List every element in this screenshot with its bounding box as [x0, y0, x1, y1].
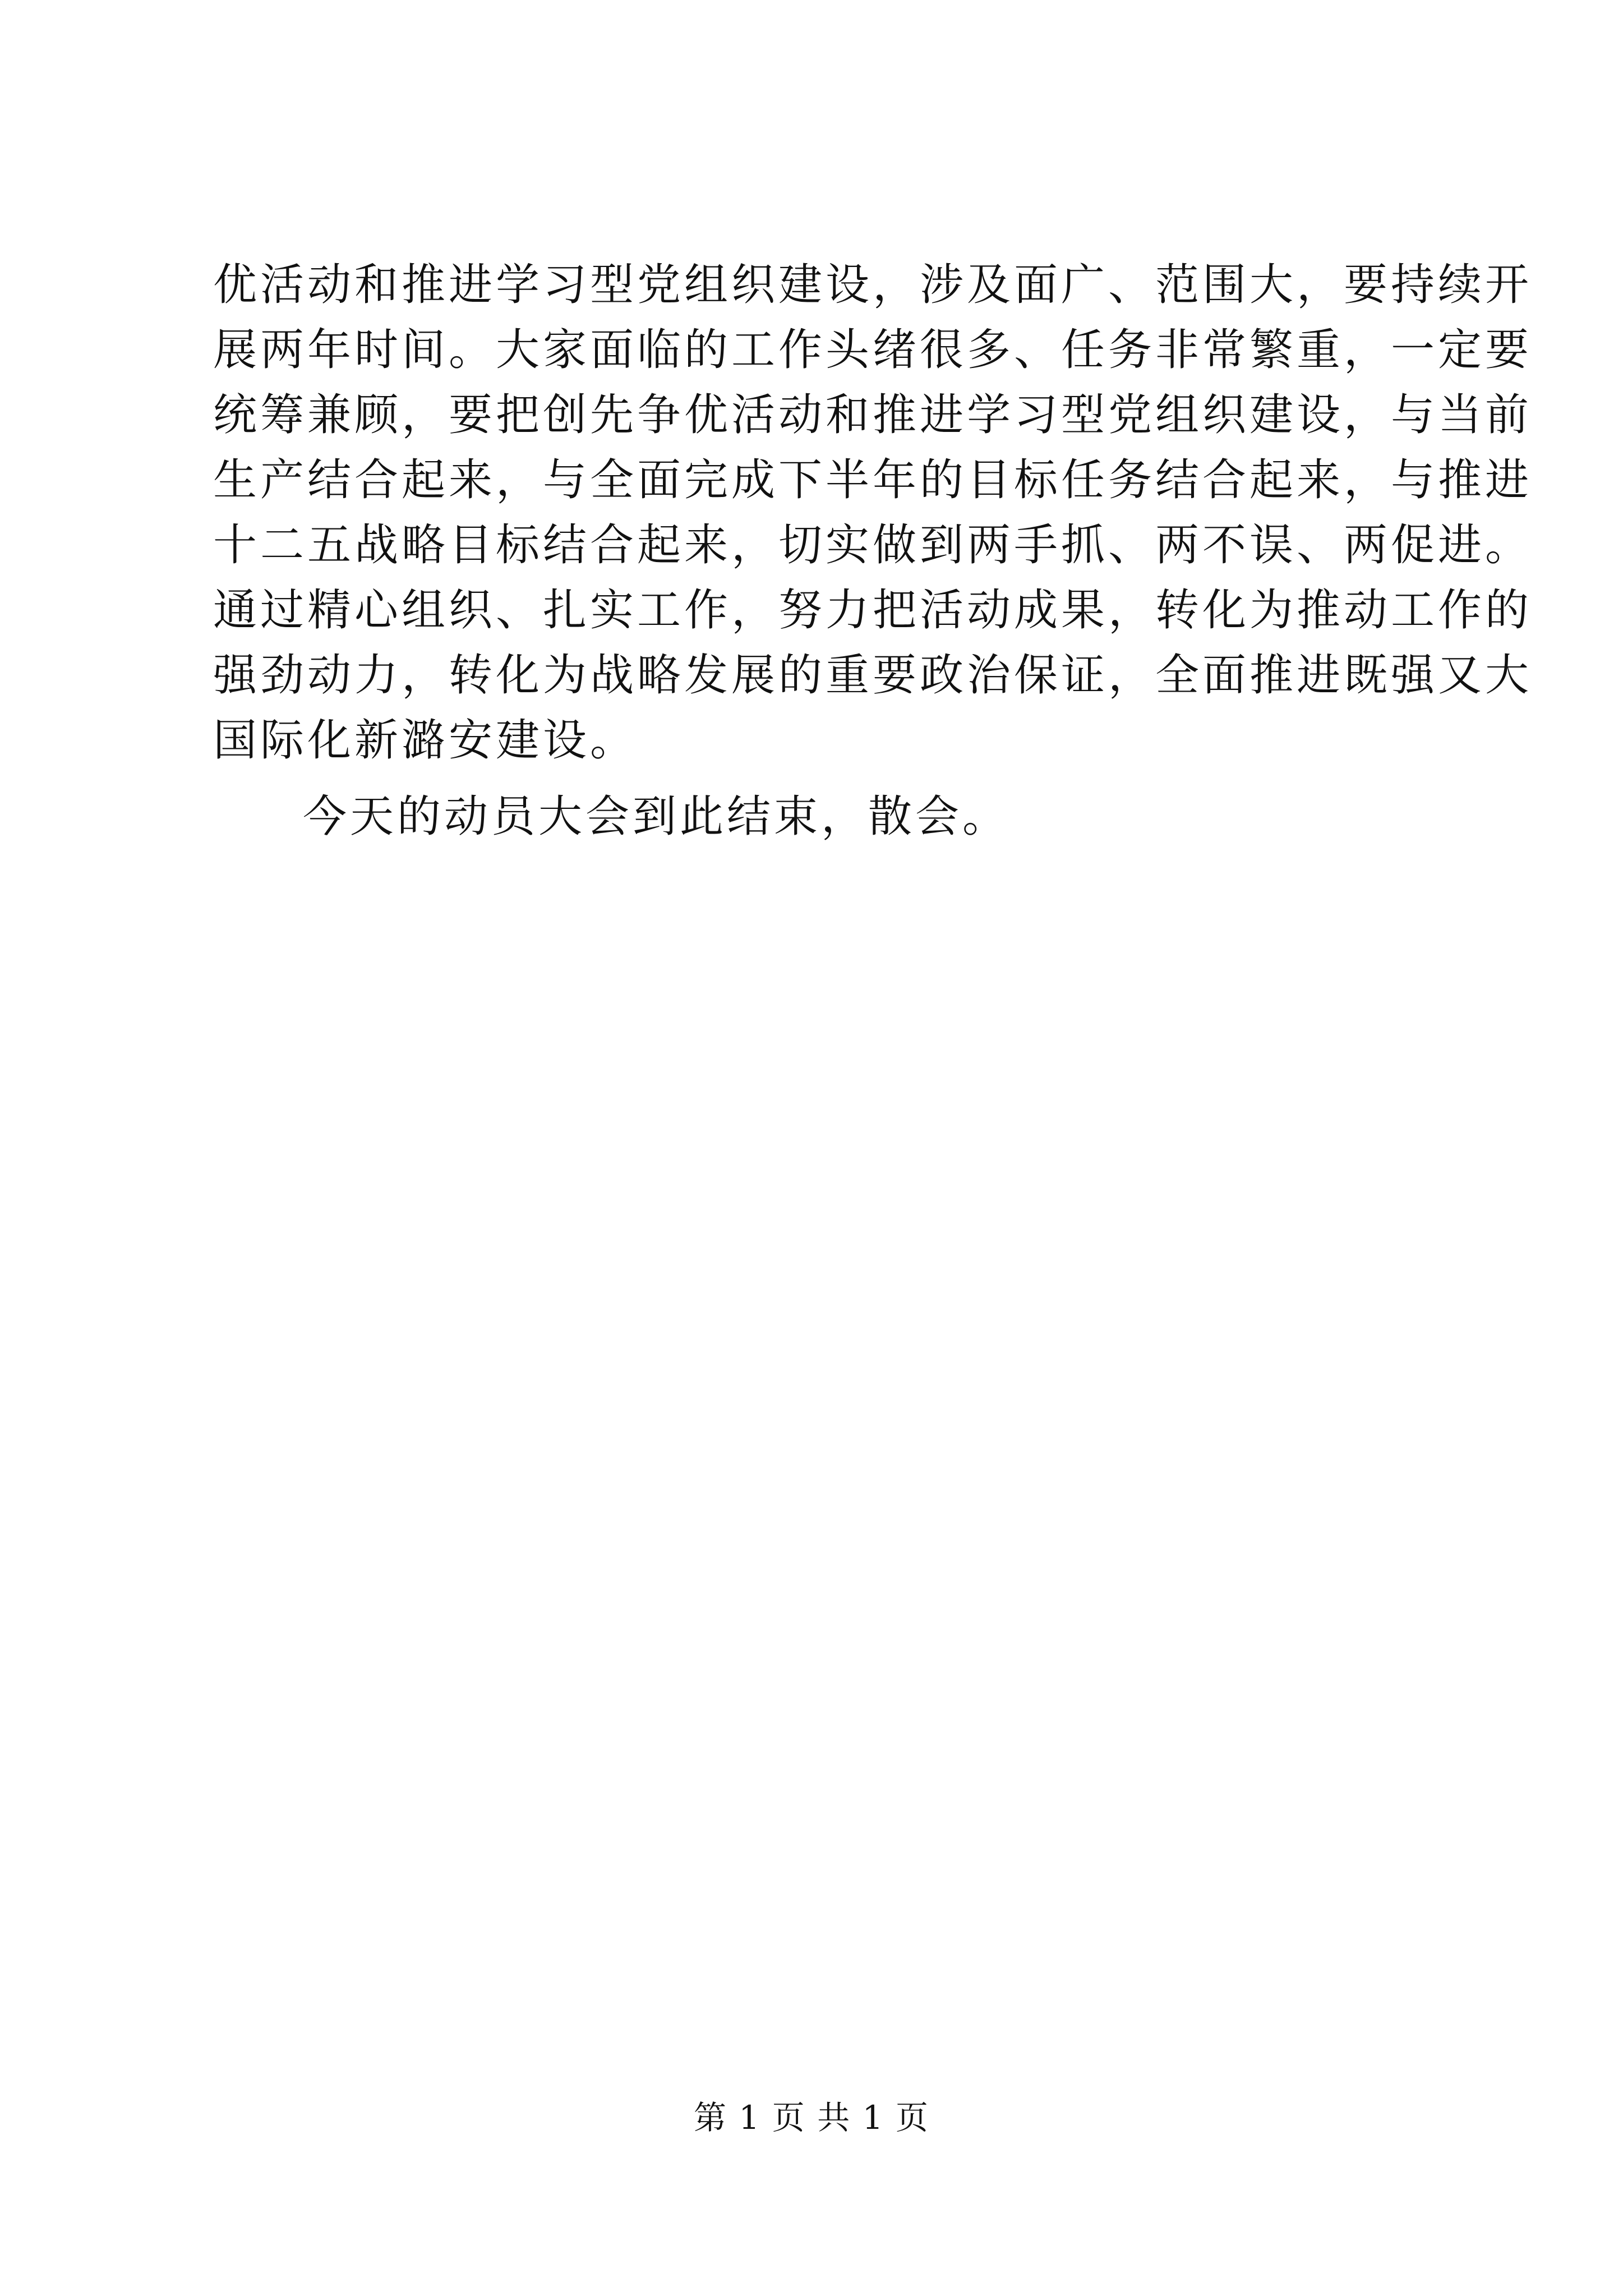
paragraph1-line-8: 国际化新潞安建设。	[213, 715, 638, 766]
page-footer: 第 1 页 共 1 页	[694, 2099, 929, 2137]
paragraph1-line-3: 统筹兼顾，要把创先争优活动和推进学习型党组织建设，与当前	[213, 390, 1533, 440]
document-body	[213, 252, 1533, 849]
paragraph1-line-5: 十二五战略目标结合起来，切实做到两手抓、两不误、两促进。	[213, 520, 1533, 570]
paragraph1-line-7: 强劲动力，转化为战略发展的重要政治保证，全面推进既强又大	[213, 650, 1533, 701]
paragraph1-line-4: 生产结合起来，与全面完成下半年的目标任务结合起来，与推进	[213, 455, 1533, 505]
paragraph1-line-2: 展两年时间。大家面临的工作头绪很多、任务非常繁重，一定要	[213, 325, 1533, 375]
paragraph1-line-6: 通过精心组织、扎实工作，努力把活动成果，转化为推动工作的	[213, 585, 1533, 636]
paragraph-spacer	[213, 773, 1469, 784]
paragraph1-line-1: 优活动和推进学习型党组织建设，涉及面广、范围大，要持续开	[213, 260, 1533, 310]
paragraph2-text: 今天的动员大会到此结束，散会。	[303, 792, 1010, 842]
